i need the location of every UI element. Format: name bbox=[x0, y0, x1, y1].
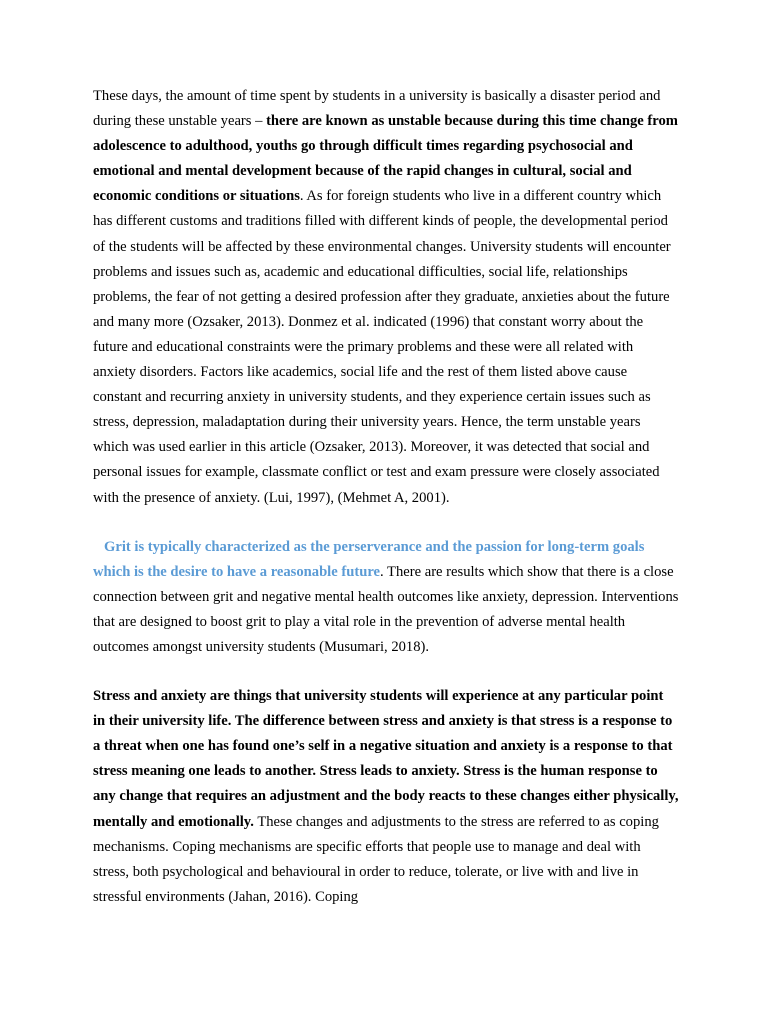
paragraph-3-text: These changes and adjustments to the stress are referred to as coping mechanisms. Coping mechanisms are specific efforts that people use to manage and deal with stress, both psychological and behavioural in order to reduce, tolerate, or live with and live in stressful environments (Jahan, 2016). Coping bbox=[93, 813, 659, 905]
paragraph-3-bold-text: Stress and anxiety are things that university students will experience at any particular point in their university life. The difference between stress and anxiety is that stress is a response to a threat when one has found one’s self in a negative situation and anxiety is a response to that stress meaning one leads to another. Stress leads to anxiety. Stress is the human response to any change that requires an adjustment and the body reacts to these changes either physically, mentally and emotionally. bbox=[93, 688, 679, 830]
paragraph-3 bbox=[93, 684, 679, 910]
paragraph-1-text-2: . As for foreign students who live in a different country which has different customs and traditions filled with different kinds of people, the developmental period of the students will be affected by these environmental changes. University students will encounter problems and issues such as, academic and educational difficulties, social life, relationships problems, the fear of not getting a desired profession after they graduate, anxieties about the future and many more (Ozsaker, 2013). Donmez et al. indicated (1996) that constant worry about the future and educational constraints were the primary problems and these were all related with anxiety disorders. Factors like academics, social life and the rest of them listed above cause constant and recurring anxiety in university students, and they experience certain issues such as stress, depression, maladaptation during their university years. Hence, the term unstable years which was used earlier in this article (Ozsaker, 2013). Moreover, it was detected that social and personal issues for example, classmate conflict or test and exam pressure were closely associated with the presence of anxiety. (Lui, 1997), (Mehmet A, 2001). bbox=[93, 188, 671, 506]
paragraph-2-highlight-text: Grit is typically characterized as the perserverance and the passion for long-term goals which is the desire to have a reasonable future bbox=[93, 538, 645, 580]
paragraph-1-bold-text: there are known as unstable because during this time change from adolescence to adulthood, youths go through difficult times regarding psychosocial and emotional and mental development because of the rapid changes in cultural, social and economic conditions or situations bbox=[93, 113, 678, 205]
paragraph-2 bbox=[93, 535, 679, 660]
paragraph-1-text-1: These days, the amount of time spent by students in a university is basically a disaster period and during these unstable years – bbox=[93, 88, 661, 130]
paragraph-2-text: . There are results which show that there is a close connection between grit and negative mental health outcomes like anxiety, depression. Interventions that are designed to boost grit to play a vital role in the prevention of adverse mental health outcomes amongst university students (Musumari, 2018). bbox=[93, 563, 679, 655]
document-page bbox=[93, 84, 679, 934]
paragraph-1 bbox=[93, 84, 679, 511]
